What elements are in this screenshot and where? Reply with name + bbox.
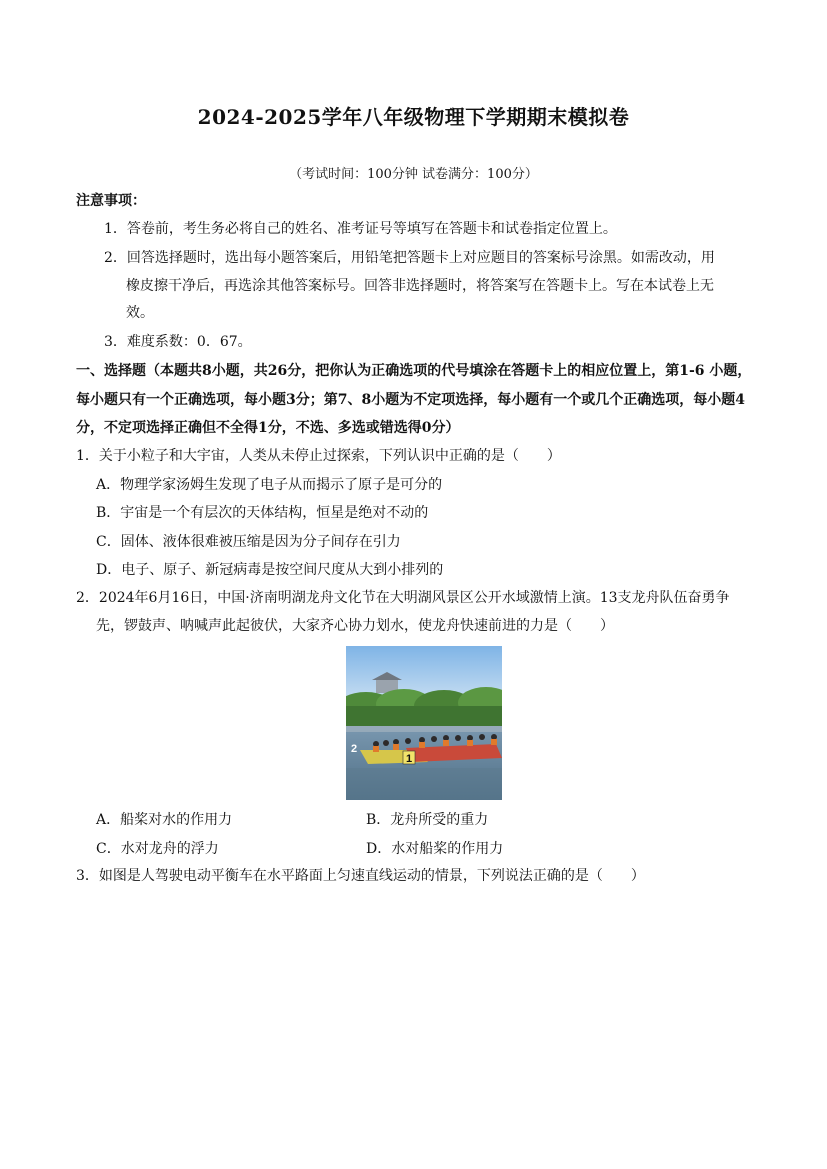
notice-item-2-cont: 橡皮擦干净后，再选涂其他答案标号。回答非选择题时，将答案写在答题卡上。写在本试卷上无 [126, 278, 714, 294]
q3-stem: 3．如图是人驾驶电动平衡车在水平路面上匀速直线运动的情景，下列说法正确的是（ ） [76, 868, 645, 884]
notice-item-1: 1．答卷前，考生务必将自己的姓名、准考证号等填写在答题卡和试卷指定位置上。 [104, 221, 617, 237]
q2-option-d: D．水对船桨的作用力 [366, 841, 504, 857]
exam-subtitle: （考试时间：100分钟 试卷满分：100分） [289, 167, 538, 182]
q2-option-b: B．龙舟所受的重力 [366, 812, 489, 828]
exam-title: 2024-2025学年八年级物理下学期期末模拟卷 [197, 105, 630, 129]
section1-heading-line1: 一、选择题（本题共8小题，共26分，把你认为正确选项的代号填涂在答题卡上的相应位置上，第1-6 小题， [76, 363, 752, 379]
notice-item-3: 3．难度系数：0．67。 [104, 334, 252, 350]
q2-stem-line2: 先，锣鼓声、呐喊声此起彼伏，大家齐心协力划水，使龙舟快速前进的力是（ ） [96, 618, 614, 634]
boat-number-1: 1 [405, 753, 413, 765]
dragon-boat-photo [346, 646, 502, 800]
section1-heading-line2: 每小题只有一个正确选项，每小题3分；第7、8小题为不定项选择，每小题有一个或几个正确选项，每小题4 [76, 392, 745, 408]
q1-option-c: C．固体、液体很难被压缩是因为分子间存在引力 [96, 534, 401, 550]
q2-option-a: A．船桨对水的作用力 [96, 812, 233, 828]
q1-stem: 1．关于小粒子和大宇宙，人类从未停止过探索，下列认识中正确的是（ ） [76, 448, 561, 464]
q2-stem-line1: 2．2024年6月16日，中国·济南明湖龙舟文化节在大明湖风景区公开水域激情上演。13支龙舟队伍奋勇争 [76, 590, 730, 606]
q2-option-c: C．水对龙舟的浮力 [96, 841, 219, 857]
q1-option-a: A．物理学家汤姆生发现了电子从而揭示了原子是可分的 [96, 477, 443, 493]
notice-item-2: 2．回答选择题时，选出每小题答案后，用铅笔把答题卡上对应题目的答案标号涂黑。如需改动，用 [104, 250, 715, 266]
notice-heading: 注意事项： [76, 193, 146, 209]
section1-heading-line3: 分，不定项选择正确但不全得1分，不选、多选或错选得0分） [76, 420, 460, 436]
q1-option-b: B．宇宙是一个有层次的天体结构，恒星是绝对不动的 [96, 505, 429, 521]
q1-option-d: D．电子、原子、新冠病毒是按空间尺度从大到小排列的 [96, 562, 444, 578]
notice-item-2-end: 效。 [126, 305, 154, 321]
boat-number-2: 2 [350, 743, 358, 755]
